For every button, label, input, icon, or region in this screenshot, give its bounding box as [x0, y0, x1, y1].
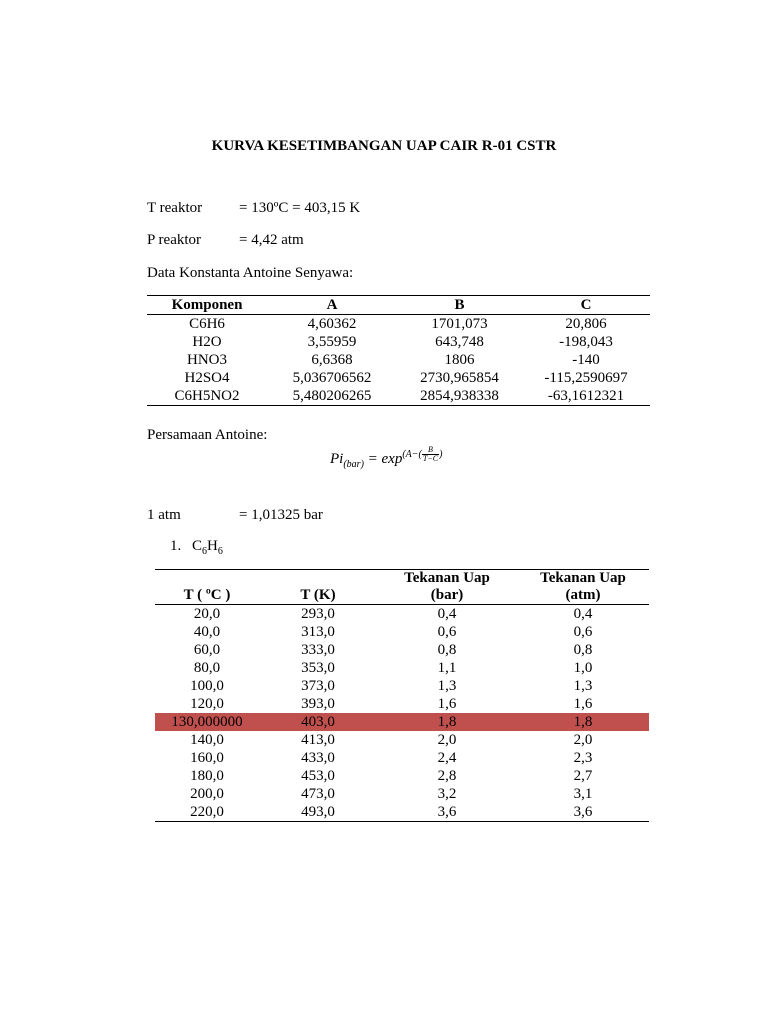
- t-reactor-value: = 130ºC = 403,15 K: [239, 200, 361, 216]
- table-cell: 0,8: [573, 642, 593, 658]
- column-header: [377, 570, 517, 605]
- table-row: [147, 351, 650, 369]
- antoine-equation-label: Persamaan Antoine:: [147, 427, 268, 443]
- table-row: [155, 803, 649, 822]
- table-cell: 2,3: [573, 750, 593, 766]
- table-cell: 2,7: [573, 768, 593, 784]
- table-row: [155, 641, 649, 659]
- table-cell: 413,0: [301, 732, 335, 748]
- table-cell: 433,0: [301, 750, 335, 766]
- table-cell: 3,6: [437, 804, 457, 820]
- equation-operator: = exp: [363, 450, 403, 467]
- column-header: A: [267, 296, 397, 315]
- table-cell: H2O: [192, 334, 222, 350]
- table-row: [155, 659, 649, 677]
- table-cell: 3,1: [573, 786, 593, 802]
- table-cell: 5,036706562: [292, 370, 372, 386]
- table-cell: 1701,073: [431, 316, 488, 332]
- table-cell: 1,6: [437, 696, 457, 712]
- table-cell: 180,0: [190, 768, 224, 784]
- table-cell: 453,0: [301, 768, 335, 784]
- table-cell: 40,0: [193, 624, 221, 640]
- p-reactor-label: P reaktor: [147, 232, 202, 248]
- antoine-constants-table: [147, 295, 650, 406]
- formula-h: H: [207, 538, 218, 554]
- table-cell: 3,6: [573, 804, 593, 820]
- table-cell: 130,000000: [155, 713, 259, 731]
- table-row: [155, 713, 649, 731]
- column-header: [259, 570, 377, 605]
- document-title: KURVA KESETIMBANGAN UAP CAIR R-01 CSTR: [211, 138, 557, 154]
- column-header: C: [522, 296, 650, 315]
- conversion-value: = 1,01325 bar: [239, 507, 323, 523]
- table-cell: 403,0: [259, 713, 377, 731]
- column-header: B: [397, 296, 522, 315]
- table-cell: 20,0: [193, 606, 221, 622]
- antoine-caption: Data Konstanta Antoine Senyawa:: [147, 265, 354, 281]
- formula-subscript: 6: [217, 546, 223, 557]
- exponent-suffix: ): [439, 448, 443, 460]
- table-cell: 393,0: [301, 696, 335, 712]
- table-cell: -63,1612321: [547, 388, 625, 404]
- conversion-label: 1 atm: [147, 507, 181, 523]
- table-cell: 0,6: [437, 624, 457, 640]
- table-cell: 353,0: [301, 660, 335, 676]
- header-line: (bar): [430, 587, 464, 603]
- equation-lhs-subscript: (bar): [343, 458, 364, 470]
- t-reactor-label: T reaktor: [147, 200, 203, 216]
- table-row: [155, 605, 649, 624]
- header-line: T (K): [300, 587, 336, 603]
- column-header: [517, 570, 649, 605]
- p-reactor-value: = 4,42 atm: [239, 232, 304, 248]
- table-cell: 120,0: [190, 696, 224, 712]
- equation-fraction: [422, 446, 439, 463]
- table-cell: 3,2: [437, 786, 457, 802]
- table-row: [147, 387, 650, 406]
- table-cell: H2SO4: [184, 370, 230, 386]
- table-cell: HNO3: [187, 352, 227, 368]
- table-header-row: [147, 296, 650, 315]
- header-line: (atm): [565, 587, 601, 603]
- table-cell: 0,8: [437, 642, 457, 658]
- table-row: [155, 623, 649, 641]
- column-header: [155, 570, 259, 605]
- table-cell: 3,55959: [307, 334, 357, 350]
- column-header: Komponen: [147, 296, 267, 315]
- table-cell: 5,480206265: [292, 388, 372, 404]
- table-cell: 160,0: [190, 750, 224, 766]
- table-row: [155, 731, 649, 749]
- table-header-row: [155, 570, 649, 605]
- table-cell: 80,0: [193, 660, 221, 676]
- table-cell: 2,8: [437, 768, 457, 784]
- table-cell: 4,60362: [307, 316, 357, 332]
- table-cell: 1,8: [517, 713, 649, 731]
- table-cell: C6H5NO2: [174, 388, 240, 404]
- header-line: Tekanan Uap: [540, 570, 626, 586]
- table-cell: 0,4: [573, 606, 593, 622]
- table-cell: 60,0: [193, 642, 221, 658]
- table-cell: 293,0: [301, 606, 335, 622]
- table-cell: 1,8: [377, 713, 517, 731]
- table-cell: -198,043: [559, 334, 613, 350]
- table-row: [147, 333, 650, 351]
- table-cell: 1,3: [573, 678, 593, 694]
- formula-c: C: [192, 538, 203, 554]
- table-cell: 0,6: [573, 624, 593, 640]
- table-row: [155, 677, 649, 695]
- table-cell: 1,0: [573, 660, 593, 676]
- table-row: [155, 749, 649, 767]
- equation-exponent: [402, 445, 443, 463]
- table-row: [155, 785, 649, 803]
- table-cell: 200,0: [190, 786, 224, 802]
- header-line: Tekanan Uap: [404, 570, 490, 586]
- table-cell: 2,0: [437, 732, 457, 748]
- table-cell: 373,0: [301, 678, 335, 694]
- table-row: [155, 767, 649, 785]
- table-cell: 140,0: [190, 732, 224, 748]
- table-cell: 1,6: [573, 696, 593, 712]
- table-cell: 6,6368: [311, 352, 353, 368]
- table-row: [155, 695, 649, 713]
- table-row: [147, 369, 650, 387]
- table-cell: 2854,938338: [420, 388, 499, 404]
- table-cell: -140: [572, 352, 600, 368]
- section-number: 1.: [170, 538, 182, 554]
- table-cell: 220,0: [190, 804, 224, 820]
- table-cell: 2,0: [573, 732, 593, 748]
- table-cell: 20,806: [565, 316, 607, 332]
- exponent-prefix: (A−(: [402, 448, 422, 460]
- table-cell: -115,2590697: [544, 370, 628, 386]
- vapor-pressure-table: [155, 569, 649, 822]
- header-line: T ( ºC ): [183, 587, 231, 603]
- table-cell: 473,0: [301, 786, 335, 802]
- table-cell: 313,0: [301, 624, 335, 640]
- table-cell: 100,0: [190, 678, 224, 694]
- table-cell: 2730,965854: [420, 370, 499, 386]
- antoine-equation: [330, 446, 442, 470]
- fraction-denominator: T−C: [422, 454, 439, 463]
- table-cell: 1806: [444, 352, 475, 368]
- equation-lhs: Pi: [330, 450, 344, 467]
- table-cell: 643,748: [435, 334, 484, 350]
- table-cell: 1,1: [437, 660, 457, 676]
- table-cell: 2,4: [437, 750, 457, 766]
- table-cell: 0,4: [437, 606, 457, 622]
- table-cell: 333,0: [301, 642, 335, 658]
- formula-subscript: 6: [202, 546, 208, 557]
- fraction-numerator: B: [422, 446, 439, 455]
- table-cell: 1,3: [437, 678, 457, 694]
- section-compound-name: [192, 538, 223, 557]
- table-cell: C6H6: [189, 316, 225, 332]
- table-row: [147, 315, 650, 334]
- table-cell: 493,0: [301, 804, 335, 820]
